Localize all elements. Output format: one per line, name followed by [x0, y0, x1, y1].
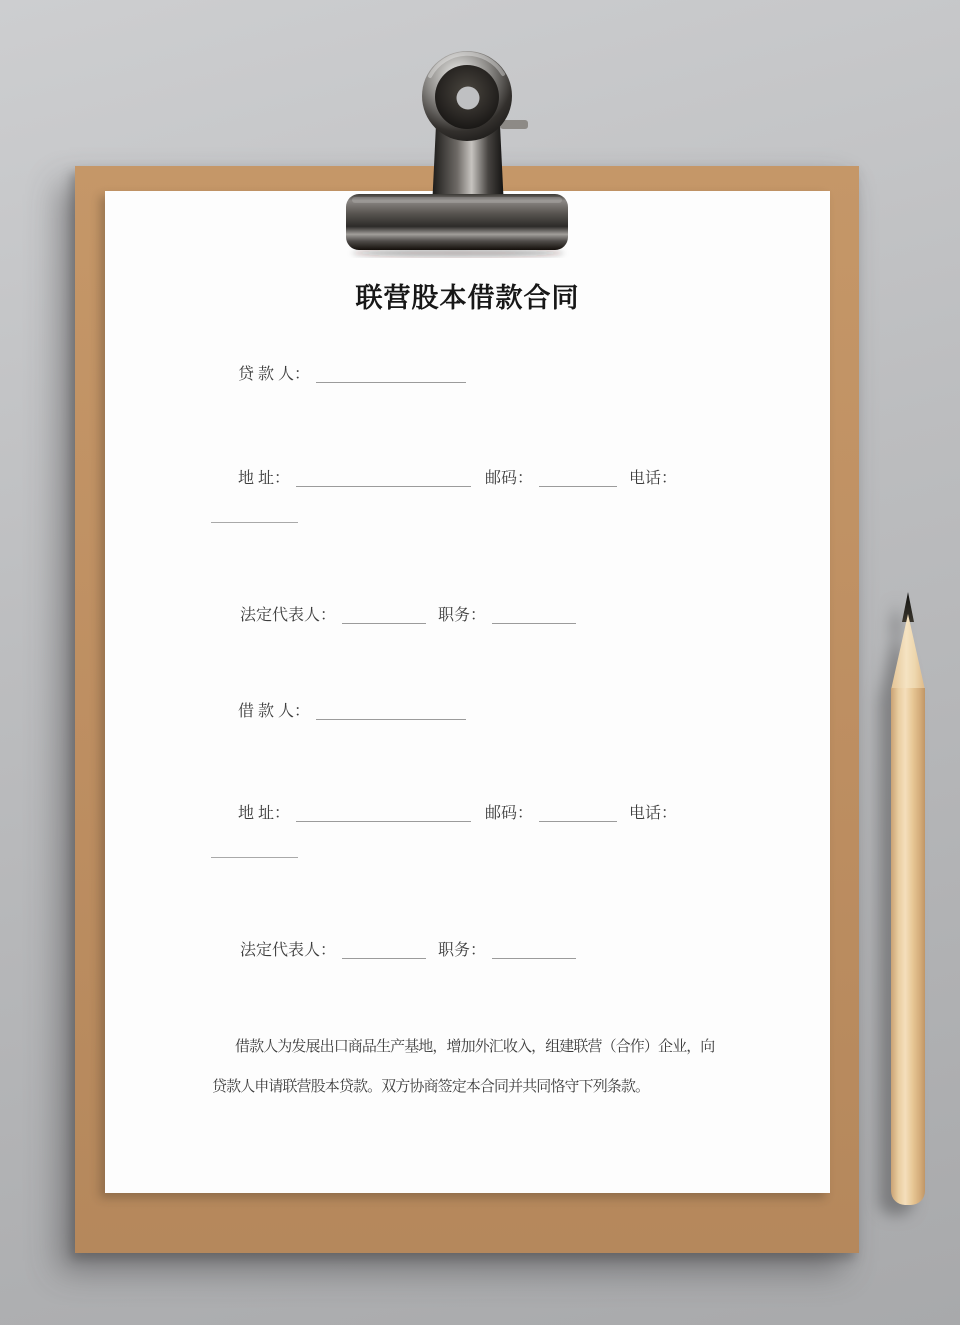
binder-clip [340, 46, 575, 258]
lender-legal-rep-row [240, 605, 576, 627]
borrower-label: 借 款 人： [238, 703, 311, 720]
postcode-label: 邮码： [485, 805, 534, 822]
clip-screw [500, 120, 528, 129]
phone-label: 电话： [629, 470, 678, 487]
intro-paragraph-line-2: 贷款人申请联营股本贷款。双方协商签定本合同并共同恪守下列条款。 [212, 1079, 650, 1095]
borrower-legal-rep-blank [342, 958, 426, 959]
legal-rep-label: 法定代表人： [240, 942, 337, 959]
pencil-sharpened-cone [891, 614, 925, 690]
clip-hole [457, 87, 480, 110]
pencil-body [891, 688, 925, 1205]
borrower-phone-blank [211, 857, 298, 858]
document-title: 联营股本借款合同 [355, 283, 580, 313]
clip-shadow [352, 249, 564, 257]
phone-label: 电话： [629, 805, 678, 822]
address-label: 地 址： [238, 470, 291, 487]
borrower-legal-rep-row [240, 940, 576, 962]
borrower-party-row [238, 701, 466, 723]
intro-paragraph-line-1: 借款人为发展出口商品生产基地，增加外汇收入，组建联营（合作）企业，向 [235, 1039, 715, 1055]
lender-address-blank [296, 486, 471, 487]
lender-label: 贷 款 人： [238, 366, 311, 383]
lender-postcode-blank [539, 486, 617, 487]
lender-legal-rep-blank [342, 623, 426, 624]
contract-document [105, 191, 830, 1193]
borrower-position-blank [492, 958, 576, 959]
lender-phone-blank [211, 522, 298, 523]
borrower-name-blank [316, 719, 466, 720]
lender-name-blank [316, 382, 466, 383]
lender-position-blank [492, 623, 576, 624]
borrower-postcode-blank [539, 821, 617, 822]
borrower-address-row [238, 803, 677, 825]
lender-address-row [238, 468, 677, 490]
pencil [891, 592, 925, 1205]
position-label: 职务： [438, 607, 487, 624]
address-label: 地 址： [238, 805, 291, 822]
clip-bar-highlight [352, 197, 562, 203]
postcode-label: 邮码： [485, 470, 534, 487]
lender-party-row [238, 364, 466, 386]
borrower-address-blank [296, 821, 471, 822]
legal-rep-label: 法定代表人： [240, 607, 337, 624]
position-label: 职务： [438, 942, 487, 959]
